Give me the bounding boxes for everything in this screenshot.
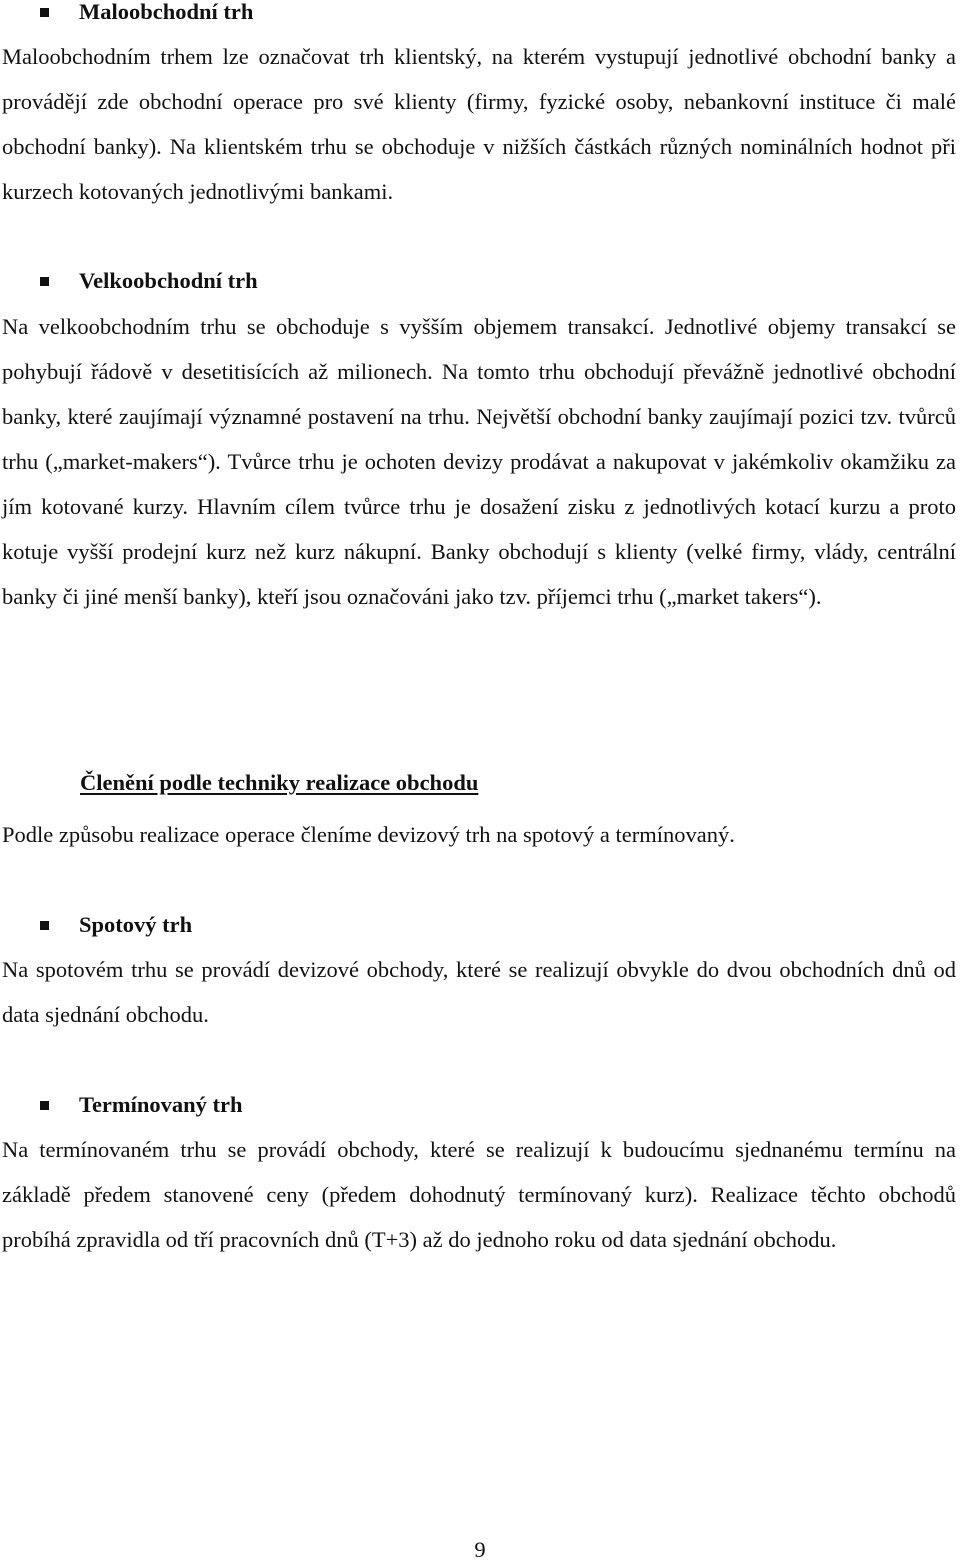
heading-cleneni: Členění podle techniky realizace obchodu [80,770,479,795]
square-bullet-icon [40,1101,49,1110]
paragraph-spotovy: Na spotovém trhu se provádí devizové obchody, které se realizují obvykle do dvou obchodních dnů od data sjednání obchodu. [2,957,956,1027]
square-bullet-icon [40,921,49,930]
paragraph-maloobchodni: Maloobchodním trhem lze označovat trh klientský, na kterém vystupují jednotlivé obchodní banky a provádějí zde obchodní operace pro své klienty (firmy, fyzické osoby, nebankovní instituce či malé obchodní banky). Na klientském trhu se obchoduje v nižších částkách různých nominálních hodnot při kurzech kotovaných jednotlivými bankami. [2,44,956,204]
paragraph-terminovany: Na termínovaném trhu se provádí obchody, které se realizují k budoucímu sjednanému termínu na základě předem stanovené ceny (předem dohodnutý termínovaný kurz). Realizace těchto obchodů probíhá zpravidla od tří pracovních dnů (T+3) až do jednoho roku od data sjednání obchodu. [2,1137,956,1252]
heading-maloobchodni-trh [40,0,253,27]
square-bullet-icon [40,8,49,17]
heading-text: Termínovaný trh [79,1092,243,1117]
heading-spotovy-trh [40,910,192,940]
page-number: 9 [474,1537,486,1562]
paragraph-velkoobchodni: Na velkoobchodním trhu se obchoduje s vyšším objemem transakcí. Jednotlivé objemy transakcí se pohybují řádově v desetitisících až milionech. Na tomto trhu obchodují převážně jednotlivé obchodní banky, které zaujímají významné postavení na trhu. Největší obchodní banky zaujímají pozici tzv. tvůrců trhu („market-makers“). Tvůrce trhu je ochoten devizy prodávat a nakupovat v jakémkoliv okamžiku za jím kotované kurzy. Hlavním cílem tvůrce trhu je dosažení zisku z jednotlivých kotací kurzu a proto kotuje vyšší prodejní kurz než kurz nákupní. Banky obchodují s klienty (velké firmy, vlády, centrální banky či jiné menší banky), kteří jsou označováni jako tzv. příjemci trhu („market takers“). [2,314,956,609]
paragraph-cleneni: Podle způsobu realizace operace členíme devizový trh na spotový a termínovaný. [2,822,735,847]
heading-text: Velkoobchodní trh [79,268,258,293]
heading-text: Maloobchodní trh [79,0,254,24]
square-bullet-icon [40,277,49,286]
heading-velkoobchodni-trh [40,266,258,296]
heading-terminovany-trh [40,1090,243,1120]
heading-text: Spotový trh [79,912,193,937]
